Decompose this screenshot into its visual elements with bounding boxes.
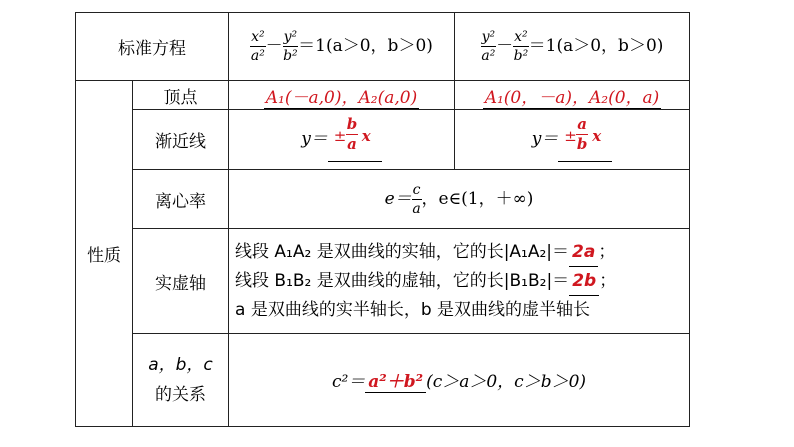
vertex-label: 顶点 xyxy=(133,81,229,110)
relation-cell: c²＝ a²＋b² (c＞a＞0，c＞b＞0) xyxy=(229,334,690,427)
real-axis-answer: 2a xyxy=(569,238,598,267)
asymptote-left-answer: ± $\frac{b}{a}$ x xyxy=(328,117,382,162)
eq2-frac2: $\frac{\text{x²}}{\text{b²}}$ xyxy=(513,29,529,64)
vertex-left-cell xyxy=(229,81,455,110)
eq1-frac1: $\frac{\text{x²}}{\text{a²}}$ xyxy=(250,29,265,64)
relation-row xyxy=(76,334,690,427)
relation-label: a，b，c 的关系 xyxy=(133,334,229,427)
hyperbola-properties-table xyxy=(75,12,690,427)
eq1-rest: ＝1(a＞0，b＞0) xyxy=(298,36,433,56)
eccentricity-row xyxy=(76,170,690,229)
asymptote-left-prefix: y＝ xyxy=(301,129,328,149)
vertex-row xyxy=(76,81,690,110)
eq2-rest: ＝1(a＞0，b＞0) xyxy=(528,36,664,56)
asymptote-right-answer: ± $\frac{a}{b}$ x xyxy=(558,117,612,162)
axes-line-imaginary: 线段 B₁B₂ 是双曲线的虚轴，它的长|B₁B₂|＝ 2b ； xyxy=(229,267,689,296)
standard-equation-label: 标准方程 xyxy=(76,13,229,81)
eccentricity-frac: $\frac{c}{a}$ xyxy=(412,181,421,217)
header-row xyxy=(76,13,690,81)
eq2-frac1: $\frac{\text{y²}}{\text{a²}}$ xyxy=(481,29,496,64)
relation-answer: a²＋b² xyxy=(365,367,426,393)
axes-line-real: 线段 A₁A₂ 是双曲线的实轴，它的长|A₁A₂|＝ 2a ； xyxy=(229,238,689,267)
eccentricity-label: 离心率 xyxy=(133,170,229,229)
asymptote-right-prefix: y＝ xyxy=(531,129,559,149)
axes-cell xyxy=(229,229,690,334)
imaginary-axis-answer: 2b xyxy=(569,267,599,296)
asymptote-row xyxy=(76,110,690,170)
vertex-left-answer: A₁(－a,0)，A₂(a,0) xyxy=(265,87,418,108)
axes-line-semi: a 是双曲线的实半轴长，b 是双曲线的虚半轴长 xyxy=(235,300,591,320)
axes-label: 实虚轴 xyxy=(133,229,229,334)
asymptote-left-cell xyxy=(229,110,455,170)
vertex-right-answer: A₁(0，－a)，A₂(0，a) xyxy=(484,87,660,108)
equation-cell-vertical: $\frac{\text{y²}}{\text{a²}}$ － $\frac{\text{x²}}{\text{b²}}$ ＝1(a＞0，b＞0) xyxy=(455,13,690,81)
properties-group-label: 性质 xyxy=(76,81,133,427)
asymptote-label: 渐近线 xyxy=(133,110,229,170)
eq1-frac2: $\frac{\text{y²}}{\text{b²}}$ xyxy=(283,29,298,64)
equation-cell-horizontal: $\frac{\text{x²}}{\text{a²}}$ － $\frac{\text{y²}}{\text{b²}}$ ＝1(a＞0，b＞0) xyxy=(229,13,455,81)
axes-row xyxy=(76,229,690,334)
asymptote-right-cell xyxy=(455,110,690,170)
vertex-right-cell xyxy=(455,81,690,110)
eccentricity-cell: e＝ $\frac{c}{a}$ ，e∈(1，＋∞) xyxy=(229,170,690,229)
